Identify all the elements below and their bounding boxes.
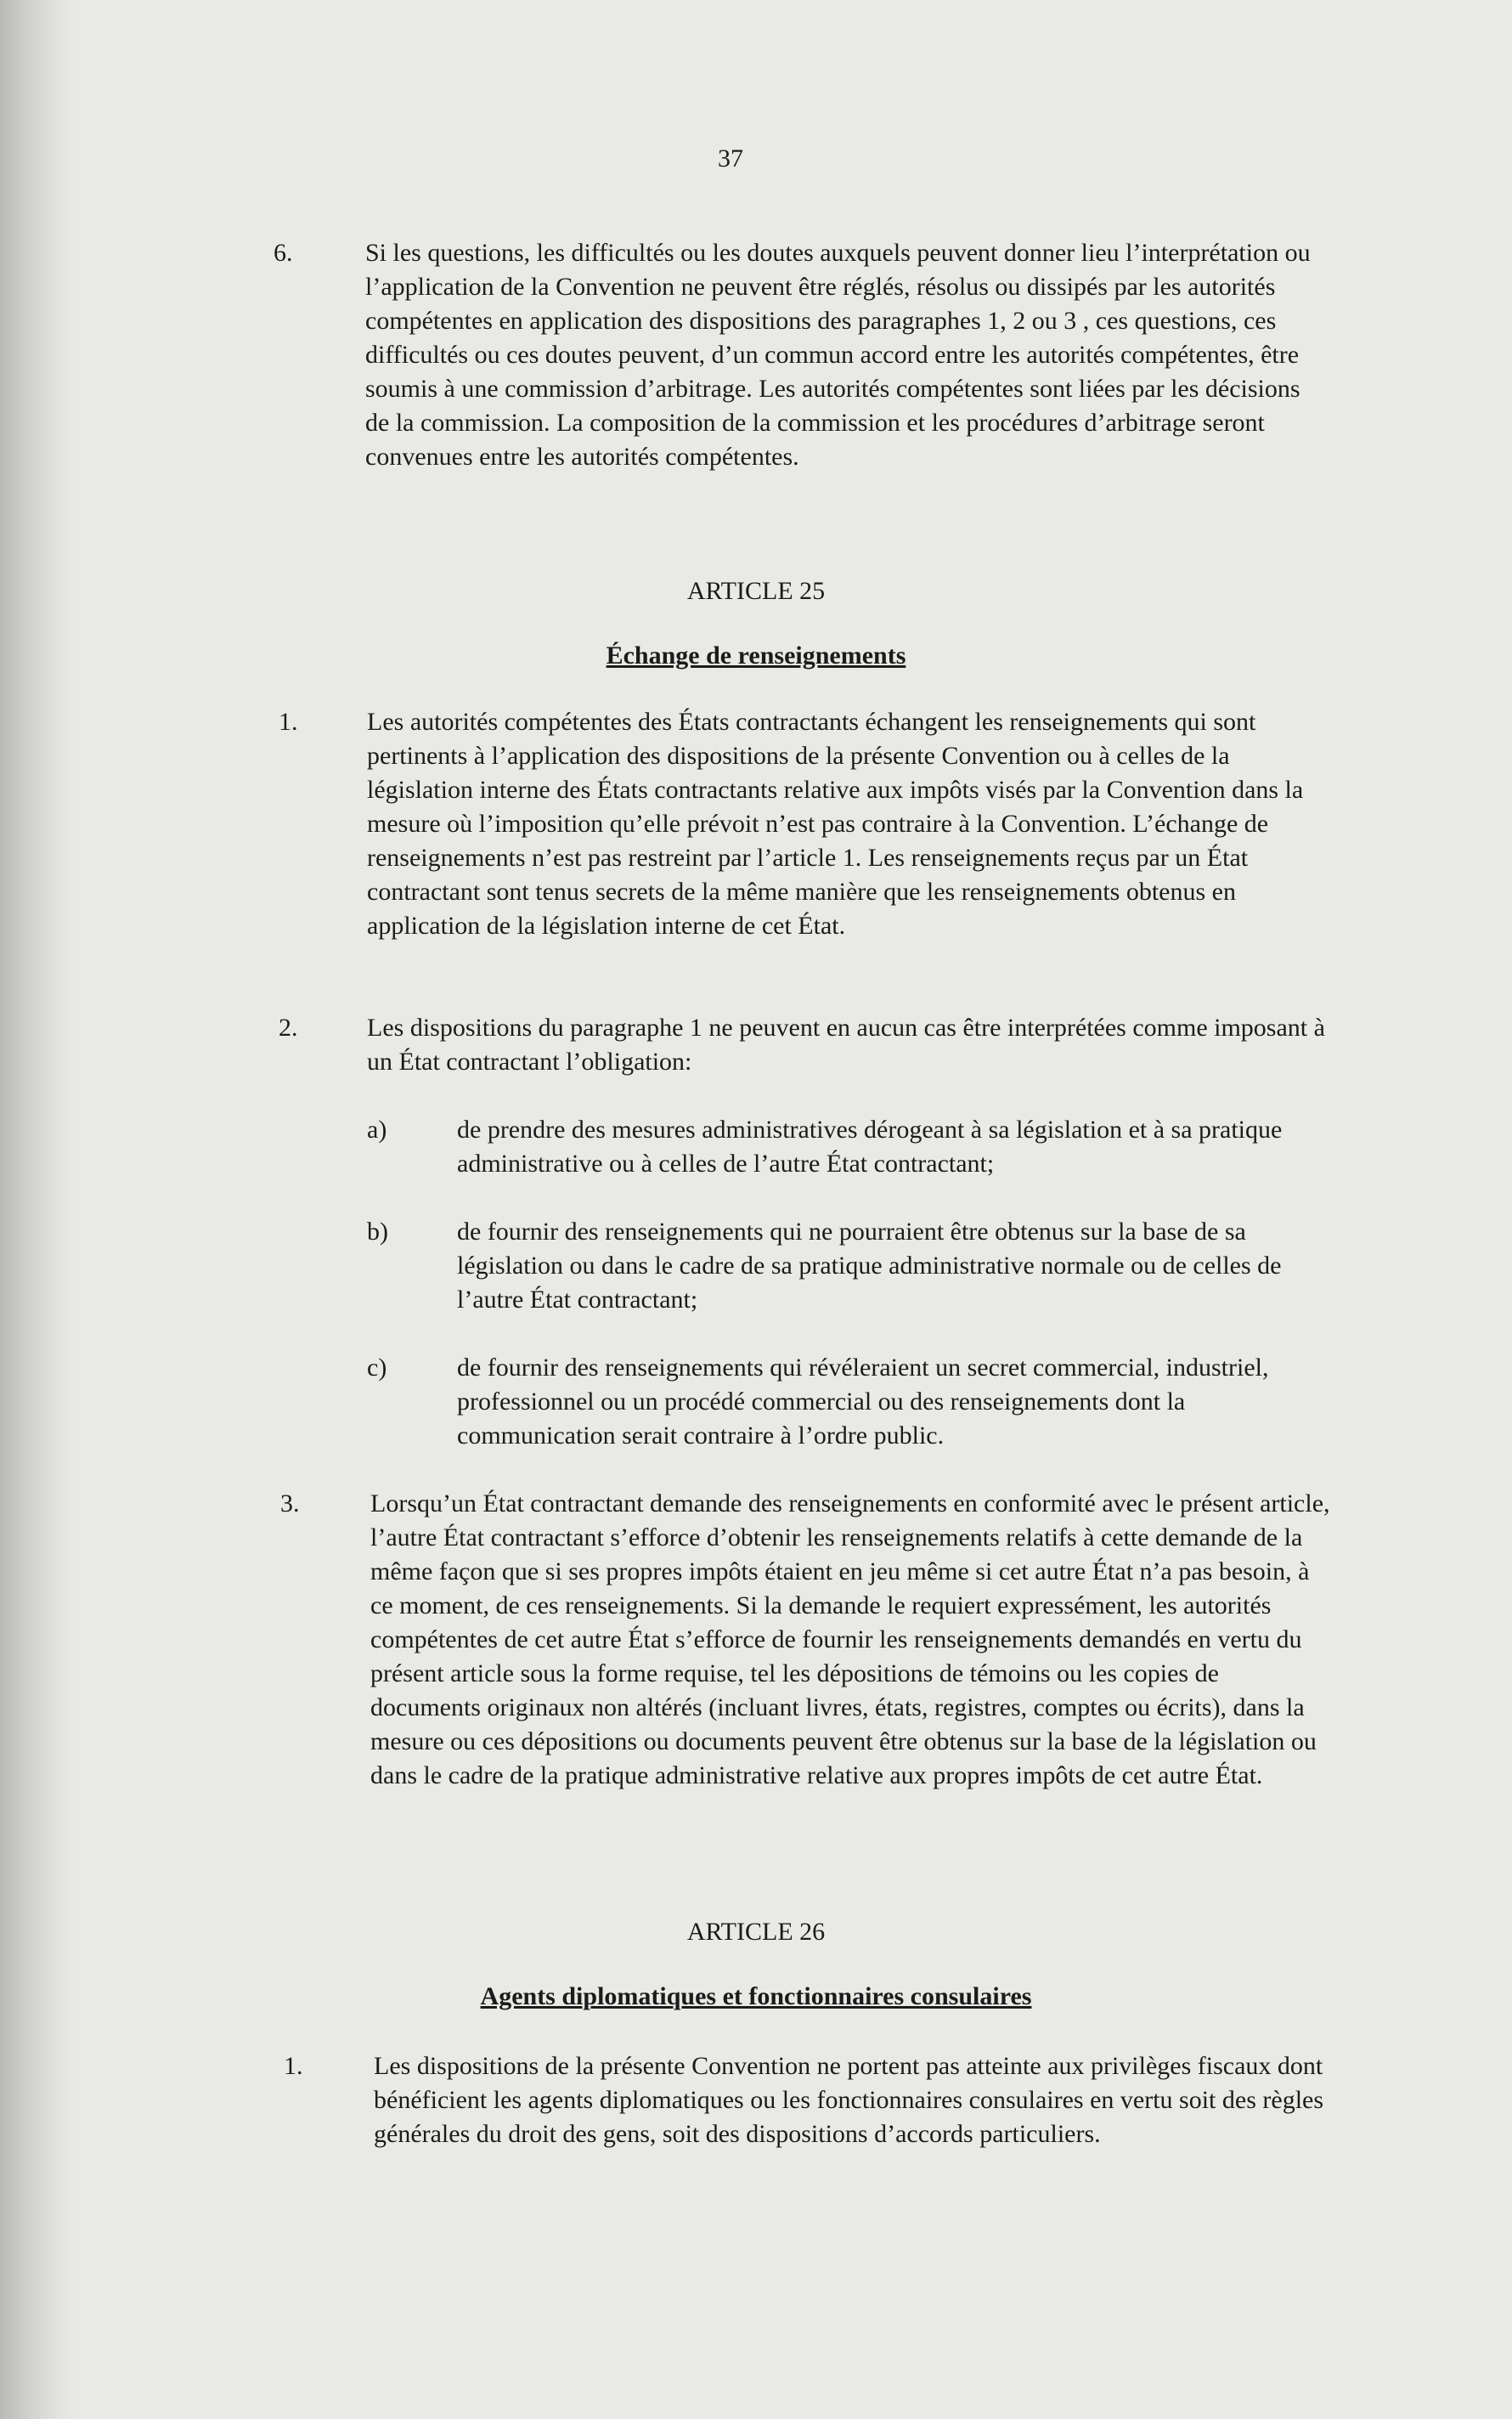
paragraph-3 bbox=[370, 1487, 1330, 1844]
subparagraph-letter: c) bbox=[367, 1354, 387, 1382]
subparagraph-text: de prendre des mesures administratives dérogeant à sa législation et à sa pratique administrative ou à celles de l’autre État contractant; bbox=[457, 1116, 1283, 1178]
page-number: 37 bbox=[718, 144, 743, 172]
subparagraph-text: de fournir des renseignements qui ne pourraient être obtenus sur la base de sa législation ou dans le cadre de sa pratique administrative normale ou de celles de l’autre État contractant; bbox=[457, 1218, 1282, 1314]
subparagraph-c bbox=[457, 1351, 1323, 1461]
paragraph-number: 6. bbox=[274, 239, 293, 267]
article-title: Échange de renseignements bbox=[606, 641, 906, 670]
subparagraph-text: de fournir des renseignements qui révéleraient un secret commercial, industriel, professionnel ou un procédé commercial ou des renseignements dont la communication serait contraire à l’ordre public. bbox=[457, 1354, 1269, 1450]
paragraph-number: 2. bbox=[279, 1014, 298, 1042]
paragraph-text: Si les questions, les difficultés ou les doutes auxquels peuvent donner lieu l’interprétation ou l’application de la Convention ne peuvent être réglés, résolus ou dissipés par les autorités compétentes en application des dispositions des paragraphes 1, 2 ou 3 , ces questions, ces difficultés ou ces doutes peuvent, d’un commun accord entre les autorités compétentes, être soumis à une commission d’arbitrage. Les autorités compétentes sont liées par les décisions de la commission. La composition de la commission et les procédures d’arbitrage seront convenues entre les autorités compétentes. bbox=[365, 239, 1311, 471]
paragraph-text: Les dispositions de la présente Convention ne portent pas atteinte aux privilèges fiscaux dont bénéficient les agents diplomatiques ou les fonctionnaires consulaires en vertu soit des règles générales du droit des gens, soit des dispositions d’accords particuliers. bbox=[374, 2052, 1324, 2148]
paragraph-1 bbox=[374, 2049, 1334, 2194]
paragraph-6 bbox=[365, 236, 1325, 517]
article-heading: ARTICLE 26 bbox=[686, 1918, 826, 1946]
paragraph-text: Les autorités compétentes des États contractants échangent les renseignements qui sont pertinents à l’application des dispositions de la présente Convention ou à celles de la législation interne des États contractants relative aux impôts visés par la Convention dans la mesure où l’imposition qu’elle prévoit n’est pas contraire à la Convention. L’échange de renseignements n’est pas restreint par l’article 1. Les renseignements reçus par un État contractant sont tenus secrets de la même manière que les renseignements obtenus en application de la législation interne de cet État. bbox=[367, 708, 1304, 940]
paragraph-text: Les dispositions du paragraphe 1 ne peuvent en aucun cas être interprétées comme imposant à un État contractant l’obligation: bbox=[367, 1014, 1325, 1076]
paragraph-1 bbox=[367, 705, 1327, 986]
subparagraph-a bbox=[457, 1113, 1323, 1190]
paragraph-number: 1. bbox=[284, 2052, 303, 2080]
paragraph-2 bbox=[367, 1011, 1327, 1088]
article-heading: ARTICLE 25 bbox=[686, 577, 826, 605]
article-title: Agents diplomatiques et fonctionnaires consulaires bbox=[480, 1982, 1032, 2010]
subparagraph-b bbox=[457, 1215, 1323, 1325]
paragraph-number: 3. bbox=[280, 1489, 300, 1518]
subparagraph-letter: a) bbox=[367, 1116, 387, 1144]
subparagraph-letter: b) bbox=[367, 1218, 388, 1246]
paragraph-text: Lorsqu’un État contractant demande des renseignements en conformité avec le présent article, l’autre État contractant s’efforce d’obtenir les renseignements relatifs à cette demande de la même façon que si ses propres impôts étaient en jeu même si cet autre État n’a pas besoin, à ce moment, de ces renseignements. Si la demande le requiert expressément, les autorités compétentes de cet autre État s’efforce de fournir les renseignements demandés en vertu du présent article sous la forme requise, tel les dépositions de témoins ou les copies de documents originaux non altérés (incluant livres, états, registres, comptes ou écrits), dans la mesure ou ces dépositions ou documents peuvent être obtenus sur la base de la législation ou dans le cadre de la pratique administrative relative aux propres impôts de cet autre État. bbox=[370, 1489, 1330, 1789]
paragraph-number: 1. bbox=[279, 708, 298, 736]
